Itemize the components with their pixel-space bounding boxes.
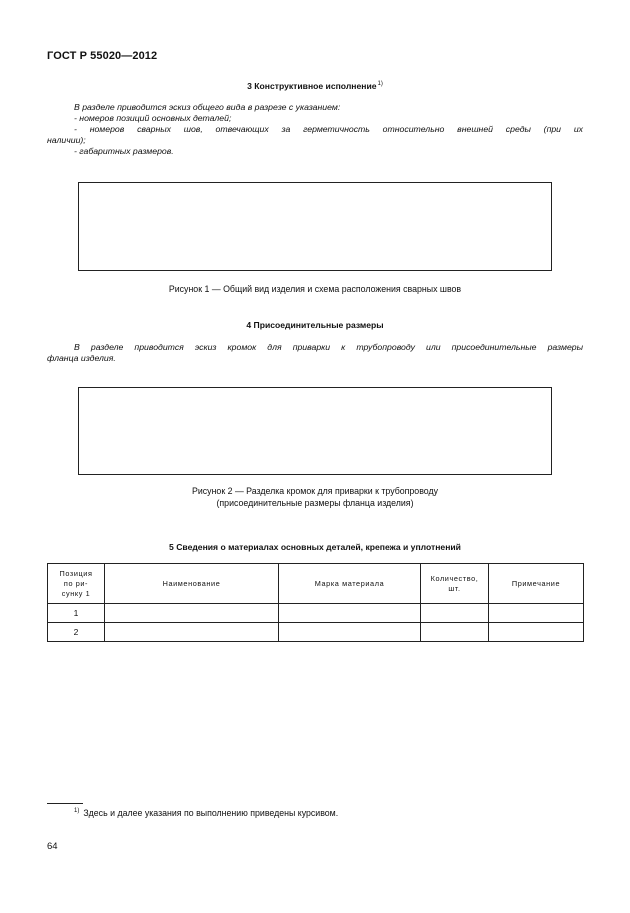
cell-position: 1 [48,604,105,623]
header-note: Примечание [489,564,584,604]
instruction-item-positions: - номеров позиций основных деталей; [74,113,232,123]
materials-table [47,563,584,642]
table-header-row [48,564,584,604]
section-3-instructions [47,102,583,157]
figure-1-caption: Рисунок 1 — Общий вид изделия и схема расположения сварных швов [168,284,462,294]
footnote-text: Здесь и далее указания по выполнению приведены курсивом. [83,808,339,818]
figure-2-caption [0,485,630,509]
section-5-title: 5 Сведения о материалах основных деталей, крепежа и уплотнений [169,542,461,552]
cell-material [279,623,421,642]
table-row [48,623,584,642]
section-4-title: 4 Присоединительные размеры [246,320,384,330]
figure-2-caption-line2: (присоединительные размеры фланца изделия) [216,498,414,508]
footnote-divider [47,803,83,804]
section-4-text-line1: В разделе приводится эскиз кромок для приварки к трубопроводу или присоединительные размеры [74,342,583,352]
cell-note [489,623,584,642]
cell-position: 2 [48,623,105,642]
figure-1-placeholder [78,182,552,271]
section-4-instructions [47,342,583,364]
cell-note [489,604,584,623]
header-position-line1: Позиция [59,568,93,578]
header-material: Марка материала [279,564,421,604]
header-position [48,564,105,604]
instruction-item-dimensions: - габаритных размеров. [74,146,174,156]
cell-name [105,604,279,623]
document-code: ГОСТ Р 55020—2012 [47,50,158,62]
footnote-reference: 1) [377,81,383,87]
footnote-marker: 1) [74,808,80,814]
figure-2-caption-line1: Рисунок 2 — Разделка кромок для приварки к трубопроводу [191,486,439,496]
cell-material [279,604,421,623]
page-number: 64 [47,841,58,852]
footnote [74,808,338,818]
header-position-line2: по ри- [63,578,89,588]
header-position-line3: сунку 1 [61,588,91,598]
cell-quantity [421,604,489,623]
table-row [48,604,584,623]
instruction-intro: В разделе приводится эскиз общего вида в разрезе с указанием: [74,102,341,112]
section-3-title-text: 3 Конструктивное исполнение [247,81,377,91]
header-name: Наименование [105,564,279,604]
section-4-text-line2: фланца изделия. [47,353,116,363]
header-quantity-line1: Количество, [430,573,479,583]
figure-2-placeholder [78,387,552,475]
section-3-title [0,81,630,91]
cell-name [105,623,279,642]
cell-quantity [421,623,489,642]
instruction-item-welds: - номеров сварных шов, отвечающих за герметичность относительно внешней среды (при их [74,124,583,134]
instruction-item-welds-cont: наличии); [47,135,86,145]
header-quantity-line2: шт. [448,583,461,593]
header-quantity [421,564,489,604]
